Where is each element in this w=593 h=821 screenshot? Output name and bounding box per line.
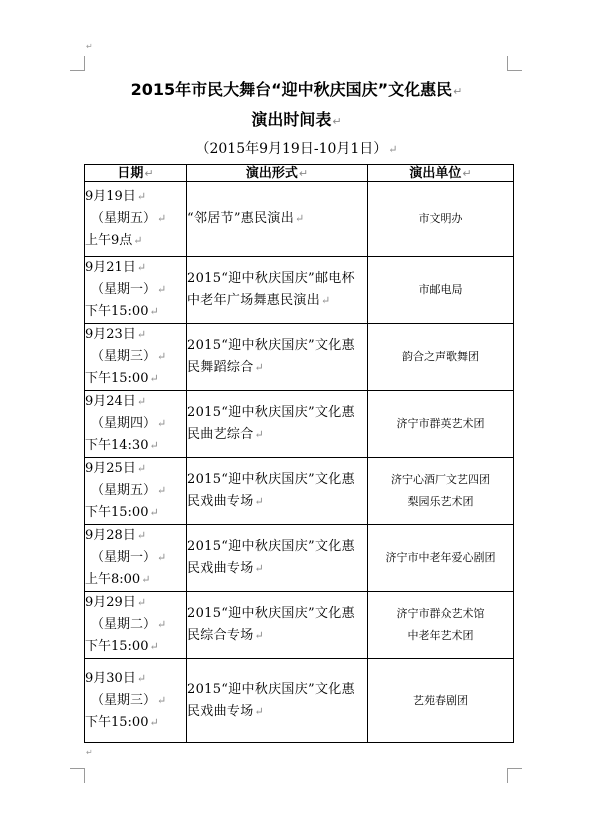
date-cell <box>85 458 187 525</box>
return-mark-icon: ↵ <box>254 629 265 642</box>
date-cell <box>85 592 187 659</box>
crop-mark-bottom-left <box>70 768 85 783</box>
weekday-text: （星期一）↵ <box>91 282 167 297</box>
performer-unit-cell <box>368 182 514 257</box>
date-cell <box>85 525 187 592</box>
time-text: 下午15:00↵ <box>85 639 159 654</box>
performance-form-text: 2015“迎中秋庆国庆”文化惠民综合专场 <box>187 606 355 643</box>
weekday-text: （星期一）↵ <box>91 550 167 565</box>
date-text: 9月30日↵ <box>85 670 147 686</box>
weekday-text: （星期四）↵ <box>91 416 167 431</box>
return-mark-icon: ↵ <box>388 143 398 156</box>
performer-unit-text: 市文明办 <box>418 212 463 225</box>
table-row <box>85 592 514 659</box>
return-mark-icon: ↵ <box>149 305 159 318</box>
performer-unit-text: 济宁市群众艺术馆 <box>396 607 485 620</box>
performer-unit-text: 济宁市中老年爱心剧团 <box>385 551 496 564</box>
return-mark-icon: ↵ <box>141 573 151 586</box>
return-mark-icon: ↵ <box>136 261 147 274</box>
return-mark-icon: ↵ <box>149 715 159 729</box>
performance-form-text: 2015“迎中秋庆国庆”文化惠民舞蹈综合 <box>187 338 355 375</box>
weekday-text: （星期三）↵ <box>91 692 167 708</box>
return-mark-icon: ↵ <box>332 115 342 128</box>
performer-unit-cell <box>368 458 514 525</box>
header-unit: 演出单位↵ <box>368 165 514 182</box>
schedule-table <box>84 164 514 743</box>
performance-form-text: 2015“迎中秋庆国庆”文化惠民戏曲专场 <box>187 472 355 509</box>
return-mark-icon: ↵ <box>133 234 143 247</box>
performance-form-cell <box>187 659 368 743</box>
return-mark-icon: ↵ <box>157 551 167 564</box>
crop-mark-top-left <box>70 56 85 71</box>
document-title: 2015年市民大舞台“迎中秋庆国庆”文化惠民↵ <box>130 80 463 99</box>
performer-unit-text: 济宁心酒厂文艺四团 <box>391 473 490 486</box>
table-row <box>85 324 514 391</box>
time-text: 下午15:00↵ <box>85 714 159 730</box>
performer-unit-cell <box>368 324 514 391</box>
table-row <box>85 391 514 458</box>
performer-unit-cell <box>368 659 514 743</box>
performer-unit-text: 济宁市群英艺术团 <box>396 417 485 430</box>
paragraph-mark-icon: ↵ <box>86 748 93 757</box>
performance-form-cell <box>187 324 368 391</box>
time-text: 下午15:00↵ <box>85 304 159 319</box>
weekday-text: （星期五）↵ <box>91 211 167 226</box>
return-mark-icon: ↵ <box>136 529 147 542</box>
date-text: 9月23日↵ <box>85 327 147 342</box>
paragraph-mark-icon: ↵ <box>86 42 93 51</box>
performer-unit-cell <box>368 391 514 458</box>
performance-form-cell <box>187 257 368 324</box>
date-text: 9月24日↵ <box>85 394 147 409</box>
return-mark-icon: ↵ <box>149 372 159 385</box>
return-mark-icon: ↵ <box>157 484 167 497</box>
return-mark-icon: ↵ <box>136 190 147 203</box>
time-text: 下午15:00↵ <box>85 371 159 386</box>
header-form: 演出形式↵ <box>187 165 368 182</box>
performance-form-cell <box>187 391 368 458</box>
table-header-row <box>85 165 514 182</box>
return-mark-icon: ↵ <box>136 462 147 475</box>
performer-unit-cell <box>368 592 514 659</box>
return-mark-icon: ↵ <box>157 417 167 430</box>
document-title-line-2: 演出时间表↵ <box>251 110 342 129</box>
return-mark-icon: ↵ <box>157 350 167 363</box>
date-cell <box>85 182 187 257</box>
performance-form-text: 2015“迎中秋庆国庆”文化惠民曲艺综合 <box>187 405 355 442</box>
performance-form-cell <box>187 458 368 525</box>
table-row <box>85 659 514 743</box>
performance-form-text: 2015“迎中秋庆国庆”文化惠民戏曲专场 <box>187 539 355 576</box>
return-mark-icon: ↵ <box>149 439 159 452</box>
return-mark-icon: ↵ <box>295 212 305 225</box>
performer-unit-text: 中老年艺术团 <box>407 629 474 642</box>
performance-form-text: 2015“迎中秋庆国庆”邮电杯中老年广场舞惠民演出 <box>187 271 355 308</box>
time-text: 下午15:00↵ <box>85 505 159 520</box>
return-mark-icon: ↵ <box>136 671 147 685</box>
header-date: 日期↵ <box>85 165 187 182</box>
return-mark-icon: ↵ <box>254 428 265 441</box>
table-row <box>85 257 514 324</box>
return-mark-icon: ↵ <box>157 618 167 631</box>
return-mark-icon: ↵ <box>136 596 147 609</box>
return-mark-icon: ↵ <box>453 85 463 98</box>
return-mark-icon: ↵ <box>157 212 167 225</box>
crop-mark-top-right <box>507 56 522 71</box>
performer-unit-text: 梨园乐艺术团 <box>407 495 474 508</box>
performer-unit-cell <box>368 525 514 592</box>
date-text: 9月28日↵ <box>85 528 147 543</box>
return-mark-icon: ↵ <box>144 166 154 180</box>
return-mark-icon: ↵ <box>462 166 472 180</box>
performance-form-text: “邻居节”惠民演出 <box>187 211 294 226</box>
time-text: 上午9点↵ <box>85 233 143 248</box>
performer-unit-text: 艺苑春剧团 <box>413 693 468 707</box>
time-text: 下午14:30↵ <box>85 438 159 453</box>
return-mark-icon: ↵ <box>157 693 167 707</box>
weekday-text: （星期三）↵ <box>91 349 167 364</box>
date-text: 9月21日↵ <box>85 260 147 275</box>
date-cell <box>85 324 187 391</box>
performance-form-text: 2015“迎中秋庆国庆”文化惠民戏曲专场 <box>187 681 355 719</box>
document-subtitle: （2015年9月19日-10月1日）↵ <box>195 141 398 157</box>
date-text: 9月29日↵ <box>85 595 147 610</box>
table-row <box>85 458 514 525</box>
return-mark-icon: ↵ <box>136 395 147 408</box>
performer-unit-cell <box>368 257 514 324</box>
return-mark-icon: ↵ <box>254 361 265 374</box>
return-mark-icon: ↵ <box>149 506 159 519</box>
date-text: 9月25日↵ <box>85 461 147 476</box>
date-cell <box>85 257 187 324</box>
time-text: 上午8:00↵ <box>85 572 151 587</box>
date-cell <box>85 659 187 743</box>
return-mark-icon: ↵ <box>254 704 265 718</box>
return-mark-icon: ↵ <box>254 495 265 508</box>
return-mark-icon: ↵ <box>149 640 159 653</box>
return-mark-icon: ↵ <box>298 166 309 180</box>
performance-form-cell <box>187 525 368 592</box>
crop-mark-bottom-right <box>507 768 522 783</box>
date-text: 9月19日↵ <box>85 189 147 204</box>
weekday-text: （星期五）↵ <box>91 483 167 498</box>
date-cell <box>85 391 187 458</box>
performance-form-cell <box>187 592 368 659</box>
return-mark-icon: ↵ <box>321 294 331 307</box>
table-row <box>85 525 514 592</box>
performance-form-cell <box>187 182 368 257</box>
performer-unit-text: 韵合之声歌舞团 <box>402 350 479 363</box>
return-mark-icon: ↵ <box>157 283 167 296</box>
performer-unit-text: 市邮电局 <box>418 283 463 296</box>
weekday-text: （星期二）↵ <box>91 617 167 632</box>
table-row <box>85 182 514 257</box>
return-mark-icon: ↵ <box>254 562 265 575</box>
return-mark-icon: ↵ <box>136 328 147 341</box>
